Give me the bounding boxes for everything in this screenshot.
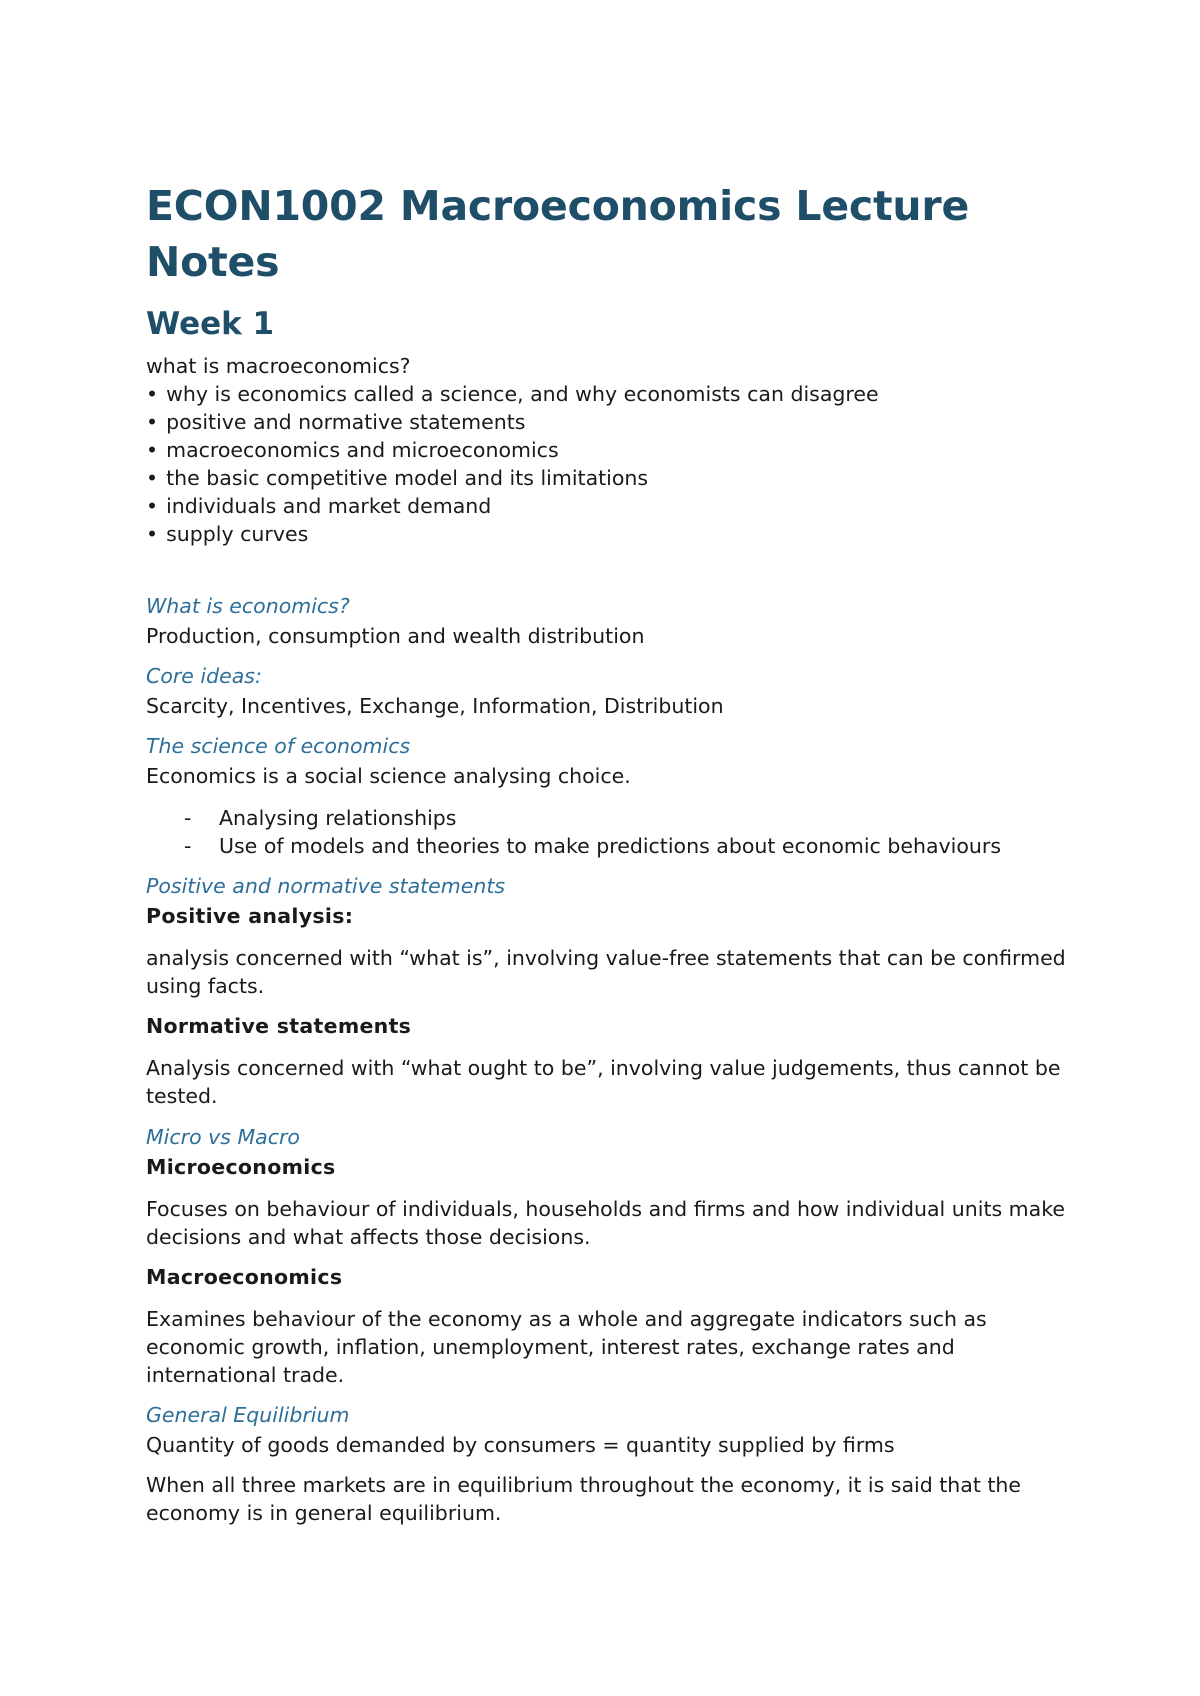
equilibrium-text-1: Quantity of goods demanded by consumers = quantity supplied by firms	[146, 1433, 895, 1457]
normative-text: Analysis concerned with “what ought to be”, involving value judgements, thus cannot be tested.	[146, 1056, 1061, 1108]
section-text: Scarcity, Incentives, Exchange, Information, Distribution	[146, 694, 724, 718]
dash-item: - Use of models and theories to make predictions about economic behaviours	[184, 832, 1086, 860]
section-heading-positive-normative: Positive and normative statements	[146, 874, 506, 898]
positive-label: Positive analysis:	[146, 904, 354, 928]
micro-label: Microeconomics	[146, 1155, 336, 1179]
equilibrium-text-2: When all three markets are in equilibrium throughout the economy, it is said that the economy is in general equilibrium.	[146, 1473, 1022, 1525]
document-content	[146, 178, 1086, 1527]
macro-text: Examines behaviour of the economy as a whole and aggregate indicators such as economic growth, inflation, unemployment, interest rates, exchange rates and international trade.	[146, 1307, 987, 1387]
dash-item: - Analysing relationships	[184, 804, 1086, 832]
section-heading-general-equilibrium: General Equilibrium	[146, 1403, 350, 1427]
positive-text: analysis concerned with “what is”, involving value-free statements that can be confirmed using facts.	[146, 946, 1066, 998]
section-text: Economics is a social science analysing choice.	[146, 764, 631, 788]
micro-text: Focuses on behaviour of individuals, households and firms and how individual units make decisions and what affects those decisions.	[146, 1197, 1065, 1249]
topic-item: • the basic competitive model and its limitations	[146, 464, 1086, 492]
topic-item: • why is economics called a science, and why economists can disagree	[146, 380, 1086, 408]
topic-item: • positive and normative statements	[146, 408, 1086, 436]
section-heading-micro-macro: Micro vs Macro	[146, 1125, 300, 1149]
topic-item: • individuals and market demand	[146, 492, 1086, 520]
document-title: ECON1002 Macroeconomics Lecture Notes	[146, 182, 970, 286]
section-heading-core-ideas: Core ideas:	[146, 664, 262, 688]
week-heading: Week 1	[146, 306, 275, 342]
normative-label: Normative statements	[146, 1014, 412, 1038]
section-heading-what-is-economics: What is economics?	[146, 594, 350, 618]
section-heading-science: The science of economics	[146, 734, 411, 758]
section-text: Production, consumption and wealth distribution	[146, 624, 645, 648]
dash-list	[146, 804, 1086, 860]
macro-label: Macroeconomics	[146, 1265, 343, 1289]
topic-list	[146, 380, 1086, 548]
topic-item: • supply curves	[146, 520, 1086, 548]
intro-question: what is macroeconomics?	[146, 354, 411, 378]
topic-item: • macroeconomics and microeconomics	[146, 436, 1086, 464]
